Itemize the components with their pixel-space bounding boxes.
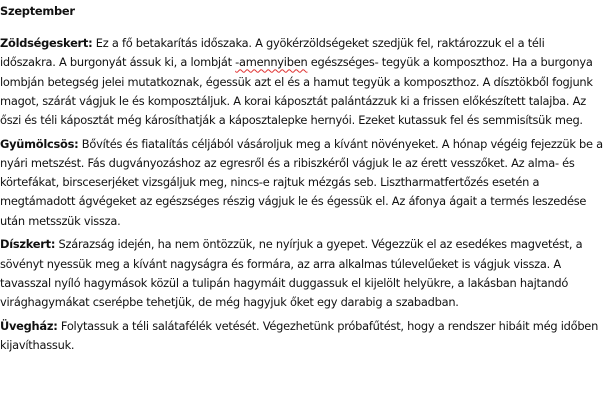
section-text: Szárazság idején, ha nem öntözzük, ne nyírjuk a gyepet. Végezzük el az esedékes magvetést, a sövényt nyessük meg a kívánt nagyságra és formára, az arra alkalmas túlevelűeket is vágjuk vissza. A tavasszal nyíló hagymások közül a tulipán hagymáit duggassuk el kijelölt helyükre, a lakásban hajtandó virághagymákat cserépbe tehetjük, de még hagyjuk őket egy darabig a szabadban. xyxy=(0,237,583,310)
section-text: Bővítés és fiatalítás céljából vásároljuk meg a kívánt növényeket. A hónap végéig fejezzük be a nyári metszést. Fás dugványozáshoz az egresről és a ribiszkéről vágjuk le az érett vesszőket. Az alma- és körtefákat, birsceserjéket vizsgáljuk meg, nincs-e rajtuk mézgás seb. Lisztharmatfertőzés esetén a megtámadott ágvégeket az egészséges részig vágjuk le és égessük el. Az áfonya ágait a termés leszedése után metsszük vissza. xyxy=(0,136,603,228)
document-page xyxy=(0,2,603,355)
section-zoldsegeskert xyxy=(0,34,603,130)
section-text: egészséges- tegyük a komposzthoz. Ha a burgonya lombján betegség jelei mutatkoznak, égessük azt el és a hamut tegyük a komposzthoz. A dísztökből fogjunk magot, szárát vágjuk le és komposztáljuk. A korai káposztát palántázzuk ki a frissen előkészített talajba. Az őszi és téli káposztát még károsíthatják a káposztalepke hernyói. Ezeket kutassuk fel és semmisítsük meg. xyxy=(0,55,593,127)
section-text: Folytassuk a téli salátafélék vetését. Végezhetünk próbafűtést, hogy a rendszer hibáit még időben kijavíthassuk. xyxy=(0,318,599,353)
section-diszkert xyxy=(0,235,603,312)
section-label: Zöldségeskert: xyxy=(0,36,93,51)
month-title: Szeptember xyxy=(0,4,75,18)
section-label: Üvegház: xyxy=(0,318,58,333)
section-uveghaz xyxy=(0,317,603,355)
section-label: Gyümölcsös: xyxy=(0,136,79,151)
section-label: Díszkert: xyxy=(0,237,56,252)
spellcheck-flagged-word: -amennyiben xyxy=(235,55,308,70)
section-text: Ez a fő betakarítás időszaka. A gyökérzöldségeket szedjük fel, raktározzuk el a téli időszakra. A burgonyát ássuk ki, a lombját xyxy=(0,36,545,70)
section-gyumolcsos xyxy=(0,135,603,231)
spacer xyxy=(0,21,603,34)
